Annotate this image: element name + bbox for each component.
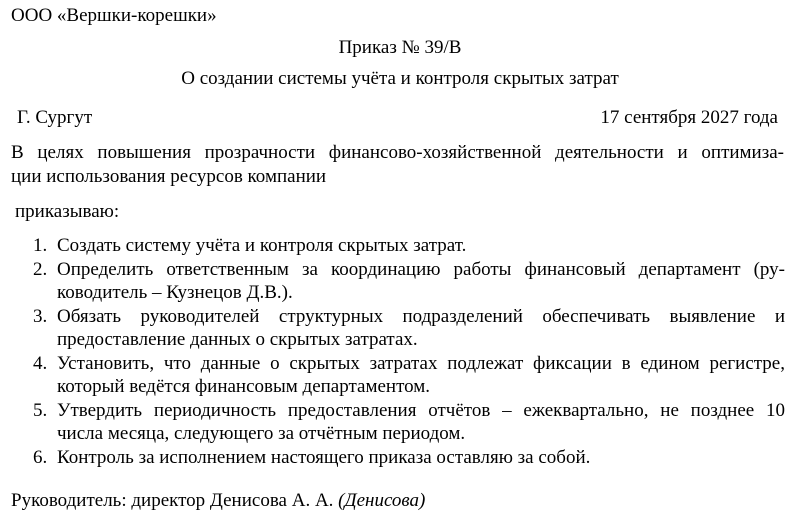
order-item <box>33 399 785 446</box>
item-text <box>57 234 785 258</box>
item-line: предоставление данных о скрытых затратах. <box>57 329 418 350</box>
item-line: который ведётся финансовым департаментом. <box>57 376 431 397</box>
order-item <box>33 258 785 305</box>
item-text <box>57 399 785 446</box>
signature-label: Руководитель: директор Денисова А. А. <box>11 490 334 511</box>
order-item <box>33 234 785 258</box>
item-text <box>57 305 785 352</box>
item-number: 4. <box>33 352 48 374</box>
item-line: Создать систему учёта и контроля скрытых затрат. <box>57 235 467 256</box>
item-line: Установить, что данные о скрытых затратах подлежат фиксации в едином регистре, <box>57 352 785 374</box>
item-number: 1. <box>33 235 48 256</box>
item-line: ководитель – Кузнецов Д.В.). <box>57 282 293 303</box>
item-text <box>57 446 785 470</box>
item-text <box>57 352 785 399</box>
item-line: Определить ответственным за координацию работы финансовый департамент (ру- <box>57 258 785 280</box>
preamble <box>11 141 784 189</box>
item-number: 6. <box>33 446 48 468</box>
order-items-list <box>33 234 785 469</box>
city: Г. Сургут <box>17 107 93 128</box>
preamble-line: ции использования ресурсов компании <box>11 166 327 187</box>
organization-name: ООО «Вершки-корешки» <box>11 5 217 26</box>
item-line: Утвердить периодичность предоставления отчётов – ежеквартально, не позднее 10 <box>57 399 785 421</box>
signature-handwritten: (Денисова) <box>338 490 426 511</box>
preamble-line: В целях повышения прозрачности финансово-хозяйственной деятельности и оптимиза- <box>11 142 784 163</box>
item-number: 5. <box>33 399 48 421</box>
item-line: Контроль за исполнением настоящего приказа оставляю за собой. <box>57 446 591 468</box>
order-subject: О создании системы учёта и контроля скрытых затрат <box>181 68 619 89</box>
item-line: числа месяца, следующего за отчётным периодом. <box>57 423 466 444</box>
order-title: Приказ № 39/В <box>338 37 462 58</box>
order-date: 17 сентября 2027 года <box>600 107 778 128</box>
order-word: приказываю: <box>15 201 120 222</box>
item-number: 3. <box>33 305 48 327</box>
item-line: Обязать руководителей структурных подразделений обеспечивать выявление и <box>57 305 785 327</box>
signature-block <box>11 490 425 512</box>
item-number: 2. <box>33 258 48 280</box>
item-text <box>57 258 785 305</box>
order-item <box>33 446 785 470</box>
order-item <box>33 305 785 352</box>
order-item <box>33 352 785 399</box>
